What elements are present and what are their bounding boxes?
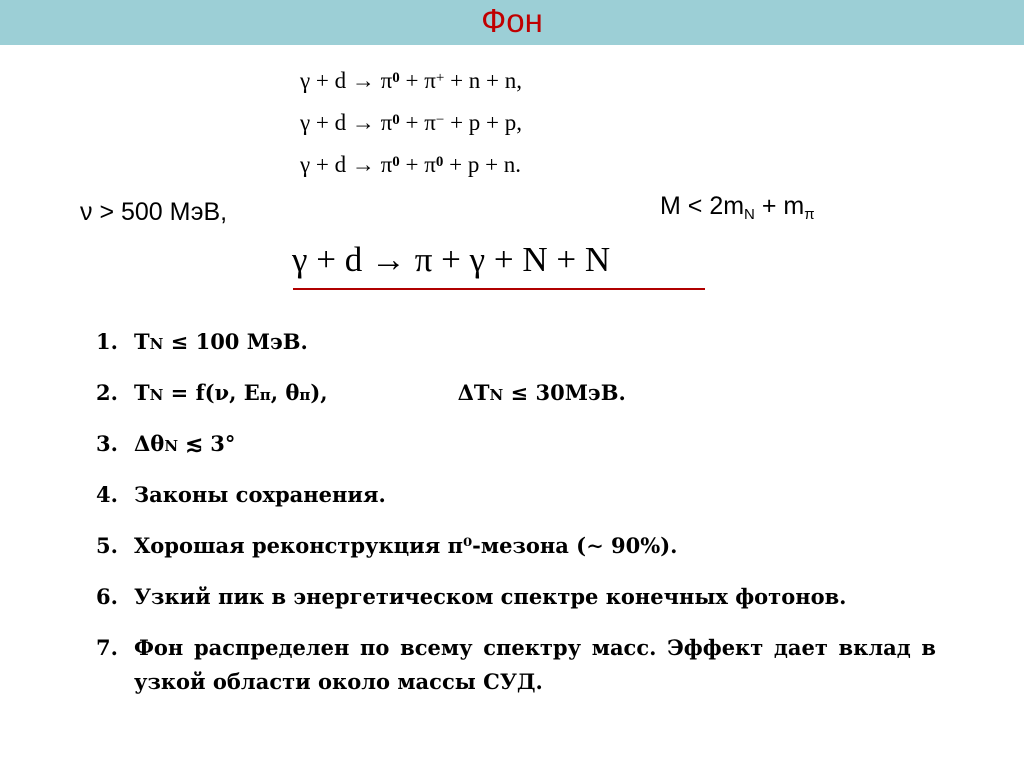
- list-item-number: 1.: [96, 329, 118, 354]
- reaction-2: [300, 104, 720, 146]
- reaction-1-mid: + π: [399, 68, 436, 93]
- list-item: [96, 580, 936, 614]
- main-reaction-underline: [293, 288, 705, 290]
- reaction-2-charge-1: 0: [392, 112, 400, 128]
- reaction-2-lhs: γ + d → π: [300, 110, 393, 135]
- list-item-text: Фон распределен по всему спектру масс. Эффект дает вклад в узкой области около массы СУД.: [134, 635, 936, 694]
- reaction-3-charge-2: 0: [435, 154, 444, 170]
- list-item: [96, 427, 936, 461]
- criteria-list: [96, 325, 936, 716]
- reaction-3-lhs: γ + d → π: [300, 152, 393, 177]
- list-item: [96, 529, 936, 563]
- list-item: [96, 325, 936, 359]
- list-item-text: Законы сохранения.: [134, 482, 386, 507]
- energy-threshold-note: ν > 500 МэВ,: [80, 198, 228, 226]
- mass-condition-sub-pi: π: [804, 206, 815, 223]
- list-item-number: 7.: [96, 635, 118, 660]
- list-item-2-rest: ≲ 3°: [178, 431, 236, 456]
- reaction-2-mid: + π: [399, 110, 436, 135]
- list-item-2-sub: N: [164, 437, 179, 455]
- list-item-2-text: Δθ: [134, 431, 165, 456]
- main-reaction: γ + d → π + γ + N + N: [292, 240, 611, 279]
- mass-condition-note: [660, 192, 815, 221]
- list-item-number: 2.: [96, 380, 118, 405]
- list-item: [96, 478, 936, 512]
- reaction-3-mid: + π: [399, 152, 436, 177]
- list-item-text: Хорошая реконструкция π⁰-мезона (∼ 90%).: [134, 533, 678, 558]
- list-item-1-sub: N: [149, 386, 164, 404]
- list-item-1-extra: ΔT: [457, 380, 490, 405]
- list-item-text: [134, 427, 936, 461]
- list-item-number: 3.: [96, 431, 118, 456]
- reaction-1-charge-2: +: [435, 70, 445, 86]
- mass-condition-mid: + m: [754, 192, 805, 220]
- reaction-2-rhs: + p + p,: [444, 110, 523, 135]
- list-item: [96, 631, 936, 699]
- reaction-1-lhs: γ + d → π: [300, 68, 393, 93]
- reaction-1: [300, 62, 720, 104]
- reaction-1-charge-1: 0: [392, 70, 400, 86]
- list-item: [96, 376, 936, 410]
- list-item-number: 4.: [96, 482, 118, 507]
- list-item-1-rest3: ),: [310, 380, 328, 405]
- list-item-1-rest2: , θ: [270, 380, 300, 405]
- slide-title: Фон: [481, 2, 543, 39]
- list-item-1-extra-sub: N: [489, 386, 504, 404]
- reaction-1-rhs: + n + n,: [444, 68, 523, 93]
- list-item-1-sub2: π: [259, 386, 271, 404]
- reaction-3: [300, 146, 720, 188]
- list-item-number: 5.: [96, 533, 118, 558]
- reaction-3-rhs: + p + n.: [443, 152, 522, 177]
- list-item-1-extra-rest: ≤ 30МэВ.: [503, 380, 626, 405]
- list-item-number: 6.: [96, 584, 118, 609]
- list-item-1-text: T: [134, 380, 150, 405]
- reaction-3-charge-1: 0: [392, 154, 400, 170]
- list-item-0-sub: N: [149, 335, 164, 353]
- list-item-1-sub3: π: [299, 386, 311, 404]
- list-item-text: [134, 376, 936, 410]
- list-item-text: [134, 325, 936, 359]
- list-item-1-rest: = f(ν, E: [163, 380, 260, 405]
- list-item-text: Узкий пик в энергетическом спектре конечных фотонов.: [134, 584, 847, 609]
- reaction-2-charge-2: −: [435, 112, 445, 128]
- list-item-0-text: T: [134, 329, 150, 354]
- mass-condition-pre: M < 2m: [660, 192, 745, 220]
- reaction-list: [300, 62, 720, 188]
- mass-condition-sub-n: N: [744, 206, 755, 223]
- list-item-0-rest: ≤ 100 МэВ.: [163, 329, 308, 354]
